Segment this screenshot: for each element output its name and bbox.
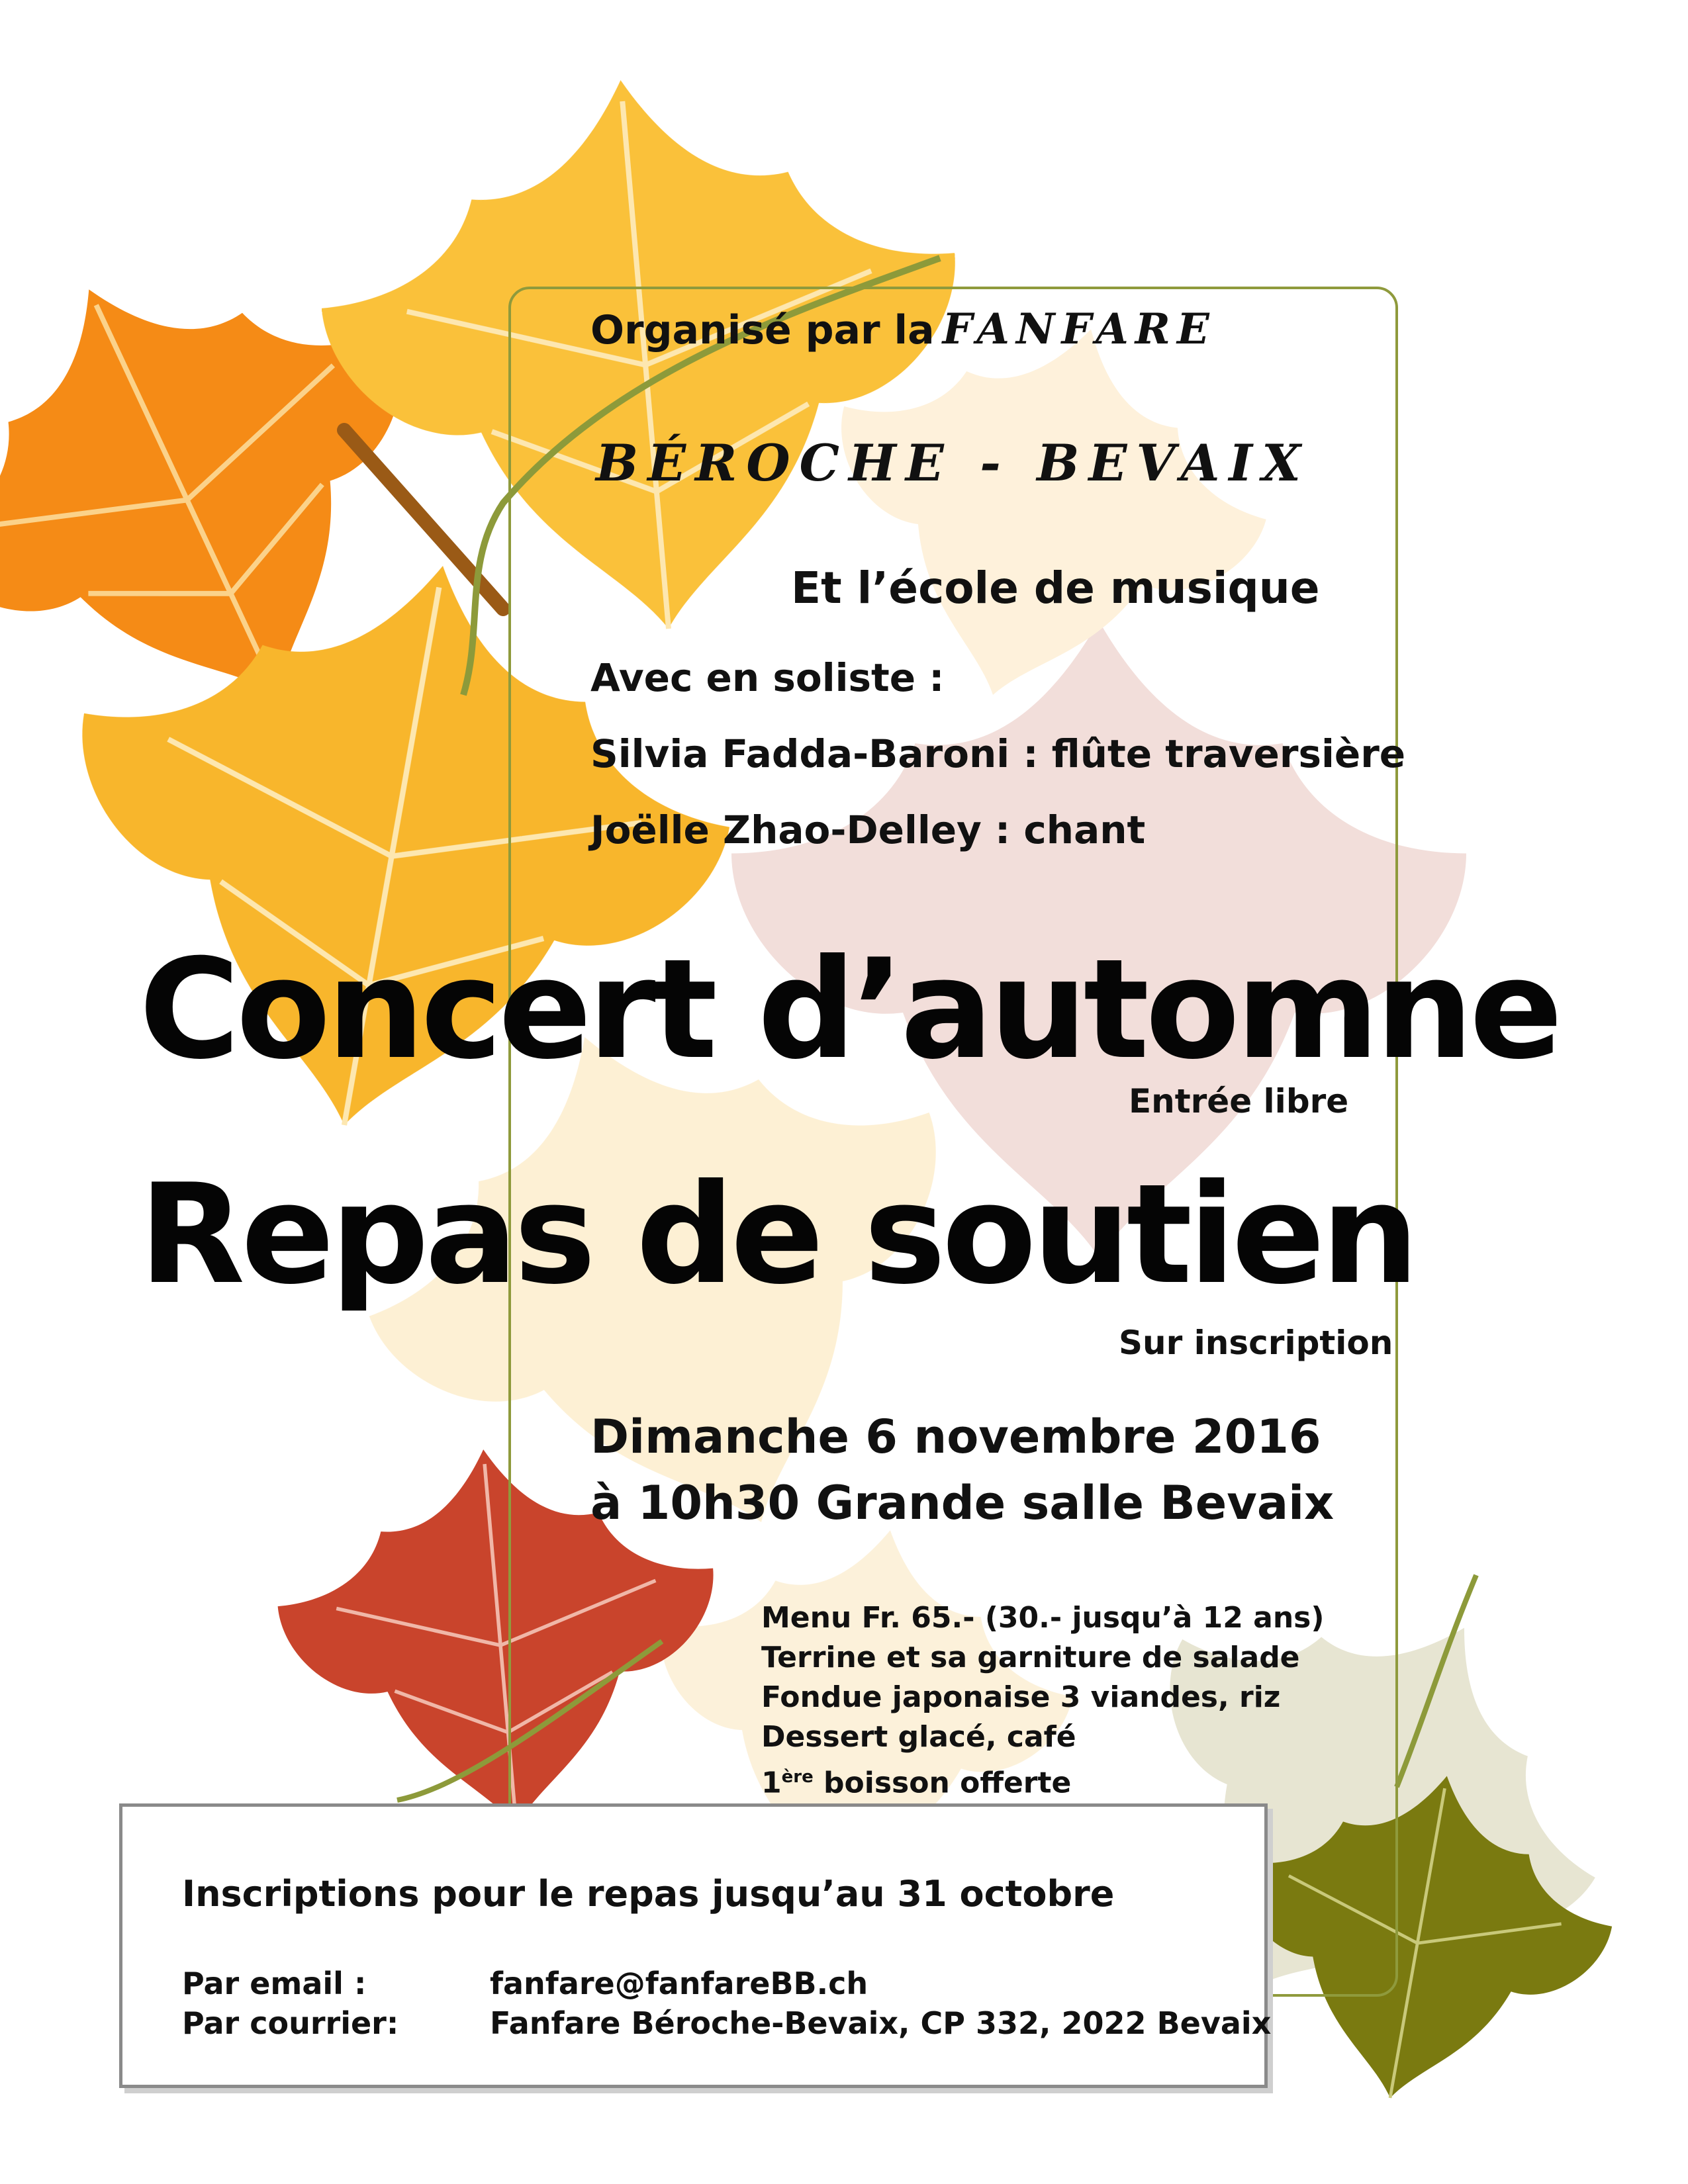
sur-inscription: Sur inscription bbox=[1119, 1324, 1393, 1362]
email-label: Par email : bbox=[182, 1966, 367, 2001]
menu-item: Terrine et sa garniture de salade bbox=[761, 1641, 1300, 1674]
organise-par-text: Organisé par la bbox=[590, 307, 935, 353]
repas-title: Repas de soutien bbox=[139, 1155, 1415, 1315]
email-value[interactable]: fanfare@fanfareBB.ch bbox=[490, 1966, 868, 2001]
entree-libre: Entrée libre bbox=[1129, 1082, 1349, 1120]
drink-text: boisson offerte bbox=[813, 1766, 1072, 1800]
organizer-line bbox=[590, 304, 1216, 354]
inscriptions-box bbox=[119, 1803, 1272, 2088]
fanfare-name: BÉROCHE - BEVAIX bbox=[596, 433, 1310, 492]
mail-label: Par courrier: bbox=[182, 2005, 399, 2041]
inscriptions-title: Inscriptions pour le repas jusqu’au 31 octobre bbox=[182, 1873, 1115, 1915]
event-date: Dimanche 6 novembre 2016 bbox=[590, 1410, 1321, 1464]
drink-sup: ère bbox=[781, 1767, 814, 1787]
event-time-place: à 10h30 Grande salle Bevaix bbox=[590, 1476, 1335, 1530]
soloists-intro: Avec en soliste : bbox=[590, 655, 945, 700]
menu-drink bbox=[761, 1757, 1071, 1803]
menu-price: Menu Fr. 65.- (30.- jusqu’à 12 ans) bbox=[761, 1601, 1325, 1635]
menu-item: Fondue japonaise 3 viandes, riz bbox=[761, 1680, 1281, 1714]
concert-title: Concert d’automne bbox=[139, 930, 1559, 1090]
soloist-item: Silvia Fadda-Baroni : flûte traversière bbox=[590, 731, 1406, 776]
menu-item: Dessert glacé, café bbox=[761, 1720, 1076, 1754]
fanfare-word: FANFARE bbox=[942, 304, 1216, 354]
drink-number: 1 bbox=[761, 1766, 782, 1800]
soloist-item: Joëlle Zhao-Delley : chant bbox=[590, 807, 1146, 852]
mail-value: Fanfare Béroche-Bevaix, CP 332, 2022 Bevaix bbox=[490, 2005, 1272, 2041]
ecole-musique: Et l’école de musique bbox=[791, 563, 1320, 614]
